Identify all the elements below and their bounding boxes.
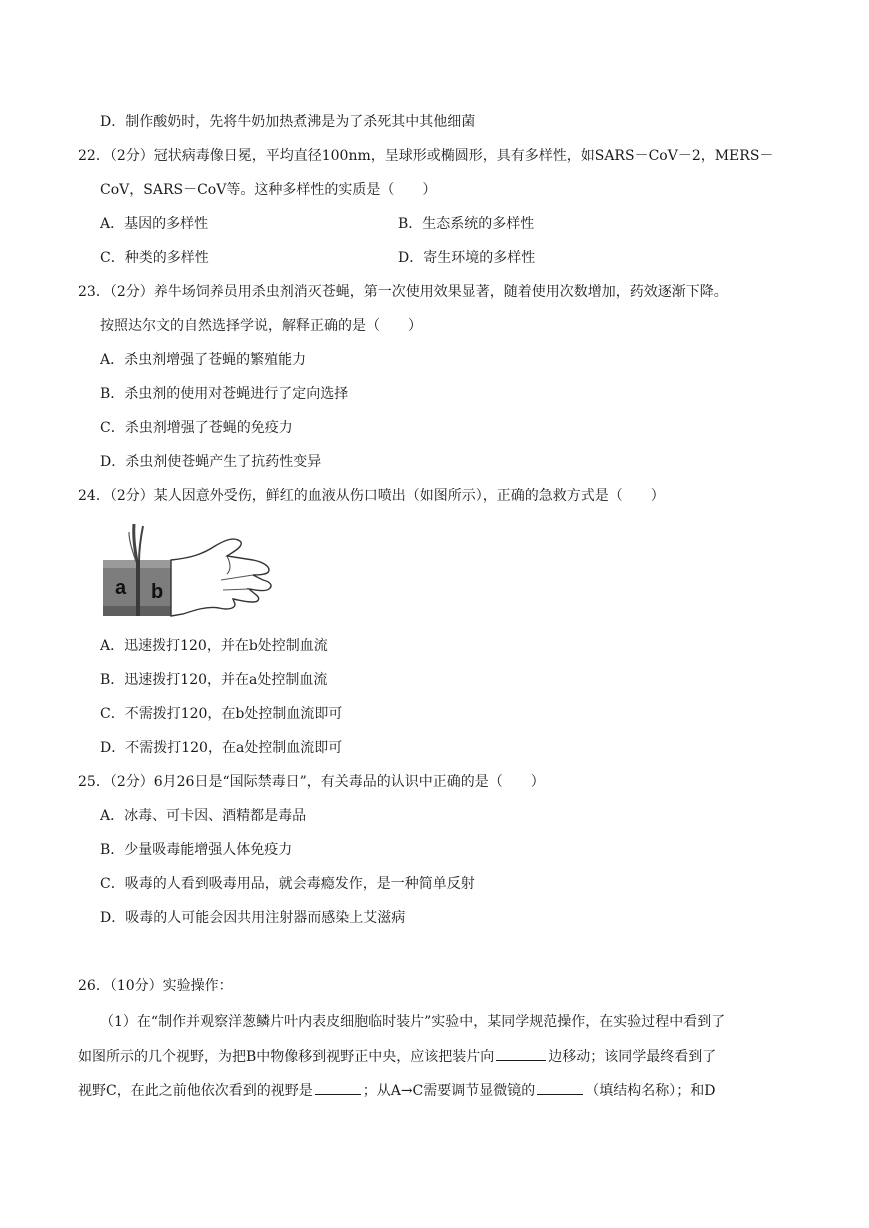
q22-option-a: A．基因的多样性 (100, 216, 209, 232)
answer-blank-view-order[interactable] (315, 1080, 361, 1095)
q22-stem-line2: CoV，SARS－CoV等。这种多样性的实质是（ ） (100, 182, 437, 198)
q26-stem: 26．（10分）实验操作： (78, 978, 233, 994)
q24-option-d: D．不需拨打120，在a处控制血流即可 (100, 740, 343, 756)
answer-blank-direction[interactable] (496, 1046, 546, 1061)
q24-option-c: C．不需拨打120，在b处控制血流即可 (100, 706, 343, 722)
figure-label-a: a (115, 577, 127, 599)
q21-option-d: D．制作酸奶时，先将牛奶加热煮沸是为了杀死其中其他细菌 (100, 114, 476, 130)
q25-option-d: D．吸毒的人可能会因共用注射器而感染上艾滋病 (100, 910, 406, 926)
answer-blank-structure[interactable] (537, 1080, 583, 1095)
q22-option-d: D．寄生环境的多样性 (398, 250, 536, 266)
q26-part1-line1: （1）在“制作并观察洋葱鳞片叶内表皮细胞临时装片”实验中，某同学规范操作，在实验过程中看到了 (100, 1014, 726, 1030)
q26-line2-text-a: 如图所示的几个视野，为把B中物像移到视野正中央，应该把装片向 (78, 1049, 495, 1065)
q25-option-a: A．冰毒、可卡因、酒精都是毒品 (100, 808, 307, 824)
q23-option-a: A．杀虫剂增强了苍蝇的繁殖能力 (100, 352, 307, 368)
q25-option-b: B．少量吸毒能增强人体免疫力 (100, 842, 293, 858)
q25-option-c: C．吸毒的人看到吸毒用品，就会毒瘾发作，是一种简单反射 (100, 876, 475, 892)
arm-wound-figure (103, 520, 275, 620)
q26-line3-text-b: ；从A→C需要调节显微镜的 (362, 1083, 536, 1099)
q26-part1-line2 (78, 1046, 716, 1066)
q24-stem: 24．（2分）某人因意外受伤，鲜红的血液从伤口喷出（如图所示），正确的急救方式是（ ） (78, 488, 665, 504)
q22-option-b: B．生态系统的多样性 (398, 216, 535, 232)
q26-part1-line3 (78, 1080, 716, 1100)
q23-option-b: B．杀虫剂的使用对苍蝇进行了定向选择 (100, 386, 349, 402)
q23-option-c: C．杀虫剂增强了苍蝇的免疫力 (100, 420, 293, 436)
q25-stem: 25．（2分）6月26日是“国际禁毒日”，有关毒品的认识中正确的是（ ） (78, 774, 545, 790)
q22-option-c: C．种类的多样性 (100, 250, 209, 266)
figure-label-b: b (151, 581, 164, 603)
q24-option-a: A．迅速拨打120，并在b处控制血流 (100, 638, 328, 654)
q23-stem-line2: 按照达尔文的自然选择学说，解释正确的是（ ） (100, 318, 422, 334)
arm-wound-illustration (103, 520, 275, 620)
q26-line3-text-c: （填结构名称）；和D (585, 1083, 716, 1099)
q23-option-d: D．杀虫剂使苍蝇产生了抗药性变异 (100, 454, 322, 470)
q24-option-b: B．迅速拨打120，并在a处控制血流 (100, 672, 328, 688)
q26-line3-text-a: 视野C，在此之前他依次看到的视野是 (78, 1083, 313, 1099)
q22-stem-line1: 22．（2分）冠状病毒像日冕，平均直径100nm，呈球形或椭圆形，具有多样性，如SARS－CoV－2，MERS－ (78, 148, 774, 164)
hand-shape (171, 539, 271, 616)
q23-stem-line1: 23．（2分）养牛场饲养员用杀虫剂消灭苍蝇，第一次使用效果显著，随着使用次数增加，药效逐渐下降。 (78, 284, 728, 300)
q26-line2-text-b: 边移动；该同学最终看到了 (548, 1049, 717, 1065)
